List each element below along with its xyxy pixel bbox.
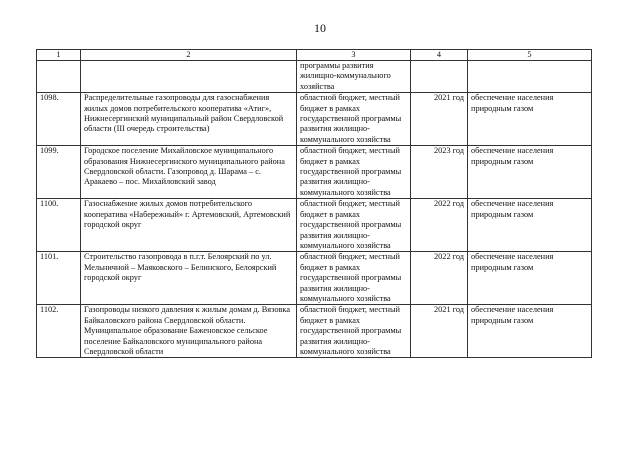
- row-number: 1100.: [37, 199, 81, 252]
- purpose: [468, 61, 592, 93]
- page-number: 10: [314, 21, 326, 35]
- object-name: Городское поселение Михайловское муниципального образования Нижнесергинского муниципального района Свердловской области. Газопровод д. Шарама – с. Аракаево – пос. Михайловский завод: [81, 146, 297, 199]
- year: 2021 год: [411, 93, 468, 146]
- continuation-row: [37, 61, 592, 93]
- year: 2021 год: [411, 305, 468, 358]
- column-header: 3: [297, 50, 411, 61]
- year: 2023 год: [411, 146, 468, 199]
- table-row: [37, 305, 592, 358]
- purpose: обеспечение населения природным газом: [468, 199, 592, 252]
- column-header: 2: [81, 50, 297, 61]
- table-row: [37, 252, 592, 305]
- row-number: 1102.: [37, 305, 81, 358]
- object-name: Газопроводы низкого давления к жилым домам д. Вязовка Байкаловского района Свердловской области. Муниципальное образование Баженовское сельское поселение Байкаловского муниципального района Свердловской области: [81, 305, 297, 358]
- header-row: [37, 50, 592, 61]
- year: [411, 61, 468, 93]
- table-row: [37, 146, 592, 199]
- purpose: обеспечение населения природным газом: [468, 252, 592, 305]
- table-row: [37, 199, 592, 252]
- purpose: обеспечение населения природным газом: [468, 93, 592, 146]
- funding-source: программы развития жилищно-коммунального хозяйства: [297, 61, 411, 93]
- object-name: Газоснабжение жилых домов потребительского кооператива «Набережный» г. Артемовский, Артемовский городской округ: [81, 199, 297, 252]
- row-number: 1099.: [37, 146, 81, 199]
- column-header: 4: [411, 50, 468, 61]
- row-number: 1098.: [37, 93, 81, 146]
- object-name: Строительство газопровода в п.г.т. Белоярский по ул. Мельничной – Маяковского – Белинского, Белоярский городской округ: [81, 252, 297, 305]
- row-number: [37, 61, 81, 93]
- year: 2022 год: [411, 252, 468, 305]
- funding-source: областной бюджет, местный бюджет в рамках государственной программы развития жилищно-коммунального хозяйства: [297, 146, 411, 199]
- purpose: обеспечение населения природным газом: [468, 305, 592, 358]
- registry-table: [36, 49, 592, 358]
- object-name: [81, 61, 297, 93]
- funding-source: областной бюджет, местный бюджет в рамках государственной программы развития жилищно-коммунального хозяйства: [297, 252, 411, 305]
- funding-source: областной бюджет, местный бюджет в рамках государственной программы развития жилищно-коммунального хозяйства: [297, 305, 411, 358]
- object-name: Распределительные газопроводы для газоснабжения жилых домов потребительского кооператива «Атиг», Нижнесергинский муниципальный район Свердловской области (III очередь строительства): [81, 93, 297, 146]
- purpose: обеспечение населения природным газом: [468, 146, 592, 199]
- funding-source: областной бюджет, местный бюджет в рамках государственной программы развития жилищно-коммунального хозяйства: [297, 93, 411, 146]
- table-row: [37, 93, 592, 146]
- column-header: 5: [468, 50, 592, 61]
- column-header: 1: [37, 50, 81, 61]
- year: 2022 год: [411, 199, 468, 252]
- row-number: 1101.: [37, 252, 81, 305]
- funding-source: областной бюджет, местный бюджет в рамках государственной программы развития жилищно-коммунального хозяйства: [297, 199, 411, 252]
